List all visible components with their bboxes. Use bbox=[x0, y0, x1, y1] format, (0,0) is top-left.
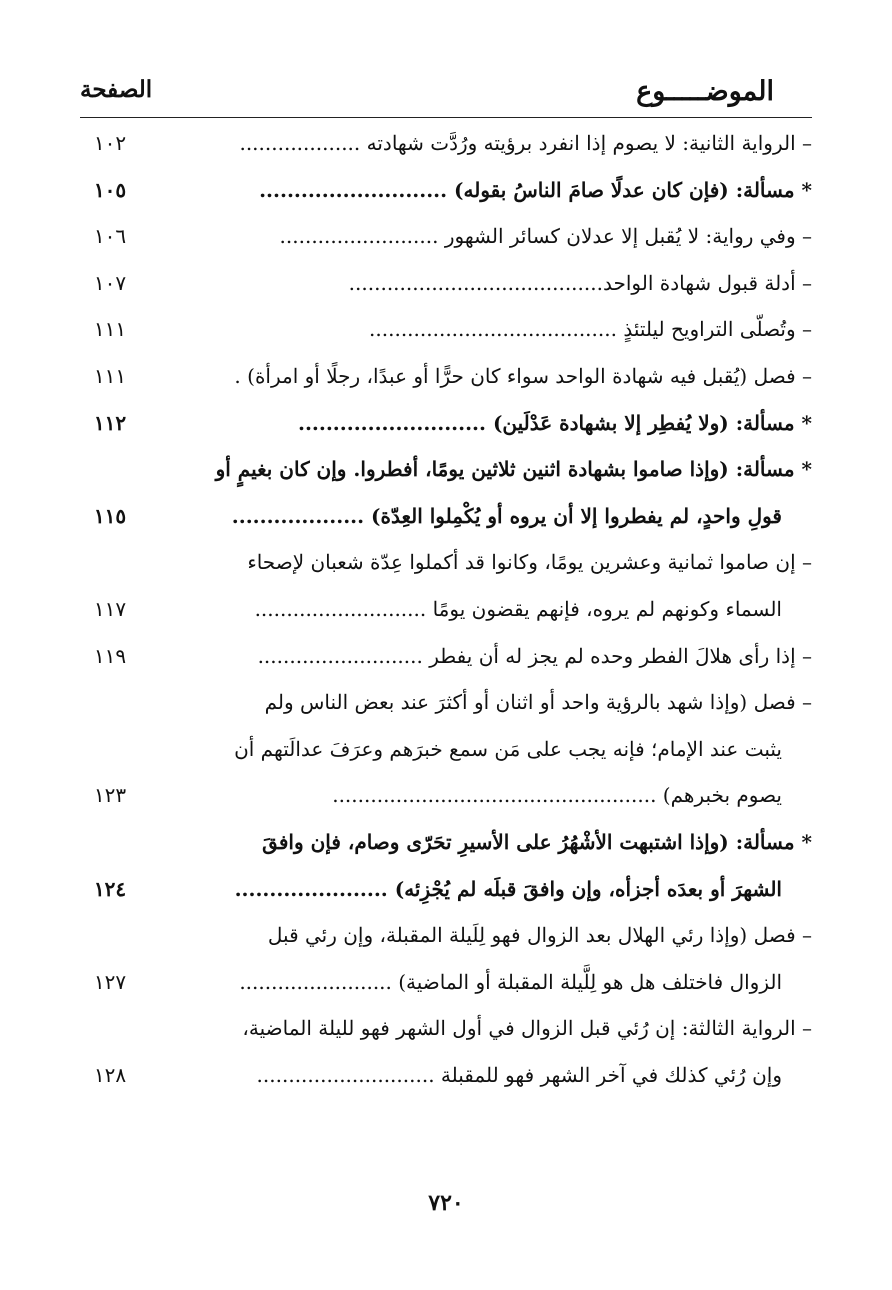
toc-entry-text: السماء وكونهم لم يروه، فإنهم يقضون يومًا ........................... bbox=[254, 596, 782, 621]
toc-entry bbox=[80, 912, 812, 1005]
toc-entry-text: يصوم بخبرهم) ................................................... bbox=[332, 783, 782, 808]
header-divider bbox=[80, 117, 812, 118]
toc-entry-text: – الرواية الثانية: لا يصوم إذا انفرد برؤيته ورُدَّت شهادته ................... bbox=[239, 131, 812, 155]
toc-entry-text: يثبت عند الإمام؛ فإنه يجب على مَن سمع خبرَهم وعرَفَ عدالَتهم أن bbox=[234, 736, 782, 761]
toc-page-number: ١٢٣ bbox=[93, 783, 127, 808]
toc-entry-line bbox=[80, 912, 812, 959]
toc-entry-line bbox=[80, 679, 812, 726]
toc-entry-line bbox=[80, 260, 812, 307]
toc-entry-line bbox=[80, 633, 812, 680]
toc-entry bbox=[80, 539, 812, 632]
toc-entry-text: – أدلة قبول شهادة الواحد........................................ bbox=[348, 270, 812, 295]
toc-page-number: ١١٩ bbox=[93, 643, 127, 668]
toc-page-number: ١٢٨ bbox=[93, 1062, 127, 1087]
toc-entry bbox=[80, 167, 812, 214]
toc-entry-text: – فصل (وإذا رئي الهلال بعد الزوال فهو لِلَيلة المقبلة، وإن رئي قبل bbox=[267, 923, 812, 948]
toc-entry-line bbox=[80, 493, 812, 540]
toc-entry-line bbox=[80, 959, 812, 1006]
toc-page-number: ١١١ bbox=[93, 317, 127, 342]
toc-entry bbox=[80, 633, 812, 680]
toc-entry bbox=[80, 306, 812, 353]
toc-entry bbox=[80, 679, 812, 819]
toc-entry-text: – وفي رواية: لا يُقبل إلا عدلان كسائر الشهور ......................... bbox=[279, 224, 812, 249]
toc-entry-text: وإن رُئي كذلك في آخر الشهر فهو للمقبلة ............................ bbox=[256, 1062, 782, 1087]
toc-entry-line bbox=[80, 213, 812, 260]
toc-entry bbox=[80, 1005, 812, 1098]
page-column-heading: الصفحة bbox=[80, 76, 153, 103]
toc-entry bbox=[80, 260, 812, 307]
toc-entry bbox=[80, 353, 812, 400]
topic-column-heading: الموضـــــوع bbox=[636, 76, 774, 107]
toc-entry-line bbox=[80, 866, 812, 913]
toc-page-number: ١٠٦ bbox=[93, 224, 127, 249]
toc-entry-text: * مسألة: (فإن كان عدلًا صامَ الناسُ بقوله) ........................... bbox=[259, 177, 812, 202]
toc-entry-text: قولِ واحدٍ، لم يفطروا إلا أن يروه أو يُكْمِلوا العِدّة) ................... bbox=[231, 503, 782, 528]
toc-entry-text: الشهرَ أو بعدَه أجزأه، وإن وافقَ قبلَه لم يُجْزِئه) ...................... bbox=[234, 876, 782, 901]
toc-entry-text: – إن صاموا ثمانية وعشرين يومًا، وكانوا قد أكملوا عِدّة شعبان لإصحاء bbox=[247, 550, 812, 575]
toc-entry-line bbox=[80, 586, 812, 633]
toc-entry bbox=[80, 400, 812, 447]
toc-entry-line bbox=[80, 539, 812, 586]
toc-entry bbox=[80, 213, 812, 260]
toc-entry bbox=[80, 819, 812, 912]
toc-entry-line bbox=[80, 772, 812, 819]
toc-page-number: ١٠٥ bbox=[93, 177, 127, 202]
toc-page-number: ١١٧ bbox=[93, 596, 127, 621]
table-of-contents-header bbox=[80, 70, 774, 118]
toc-entry-line bbox=[80, 819, 812, 866]
toc-entry-text: * مسألة: (وإذا صاموا بشهادة اثنين ثلاثين يومًا، أفطروا. وإن كان بغيمٍ أو bbox=[215, 457, 812, 482]
toc-entry-text: * مسألة: (وإذا اشتبهت الأشْهُرُ على الأسيرِ تحَرّى وصام، فإن وافقَ bbox=[262, 829, 812, 854]
toc-page-number: ١٠٧ bbox=[93, 270, 127, 295]
toc-entry-line bbox=[80, 167, 812, 214]
toc-entry bbox=[80, 446, 812, 539]
toc-entry-line bbox=[80, 400, 812, 447]
contents-list bbox=[80, 120, 812, 1098]
toc-page-number: ١٢٤ bbox=[93, 876, 127, 901]
toc-page-number: ١١٢ bbox=[93, 410, 127, 435]
toc-entry-text: – الرواية الثالثة: إن رُئي قبل الزوال في أول الشهر فهو لليلة الماضية، bbox=[242, 1016, 812, 1041]
toc-entry bbox=[80, 120, 812, 167]
toc-entry-text: الزوال فاختلف هل هو لِلَّيلة المقبلة أو الماضية) ........................ bbox=[239, 969, 782, 994]
toc-entry-text: – وتُصلّى التراويح ليلتئذٍ ....................................... bbox=[369, 317, 812, 342]
toc-entry-line bbox=[80, 306, 812, 353]
toc-page-number: ١٢٧ bbox=[93, 969, 127, 994]
page-number: ٧٢٠ bbox=[428, 1190, 464, 1216]
toc-entry-line bbox=[80, 726, 812, 773]
toc-entry-line bbox=[80, 120, 812, 167]
toc-entry-line bbox=[80, 1052, 812, 1099]
toc-entry-text: – فصل (يُقبل فيه شهادة الواحد سواء كان حرًّا أو عبدًا، رجلًا أو امرأة) . bbox=[234, 363, 812, 388]
toc-entry-line bbox=[80, 353, 812, 400]
toc-entry-text: – إذا رأى هلالَ الفطر وحده لم يجز له أن يفطر .......................... bbox=[257, 643, 812, 668]
toc-page-number: ١١١ bbox=[93, 363, 127, 388]
toc-entry-line bbox=[80, 446, 812, 493]
toc-entry-text: * مسألة: (ولا يُفطِر إلا بشهادة عَدْلَين) ........................... bbox=[297, 410, 812, 435]
toc-page-number: ١٠٢ bbox=[93, 131, 127, 155]
toc-page-number: ١١٥ bbox=[93, 503, 127, 528]
toc-entry-text: – فصل (وإذا شهد بالرؤية واحد أو اثنان أو أكثرَ عند بعض الناس ولم bbox=[264, 690, 812, 715]
toc-entry-line bbox=[80, 1005, 812, 1052]
